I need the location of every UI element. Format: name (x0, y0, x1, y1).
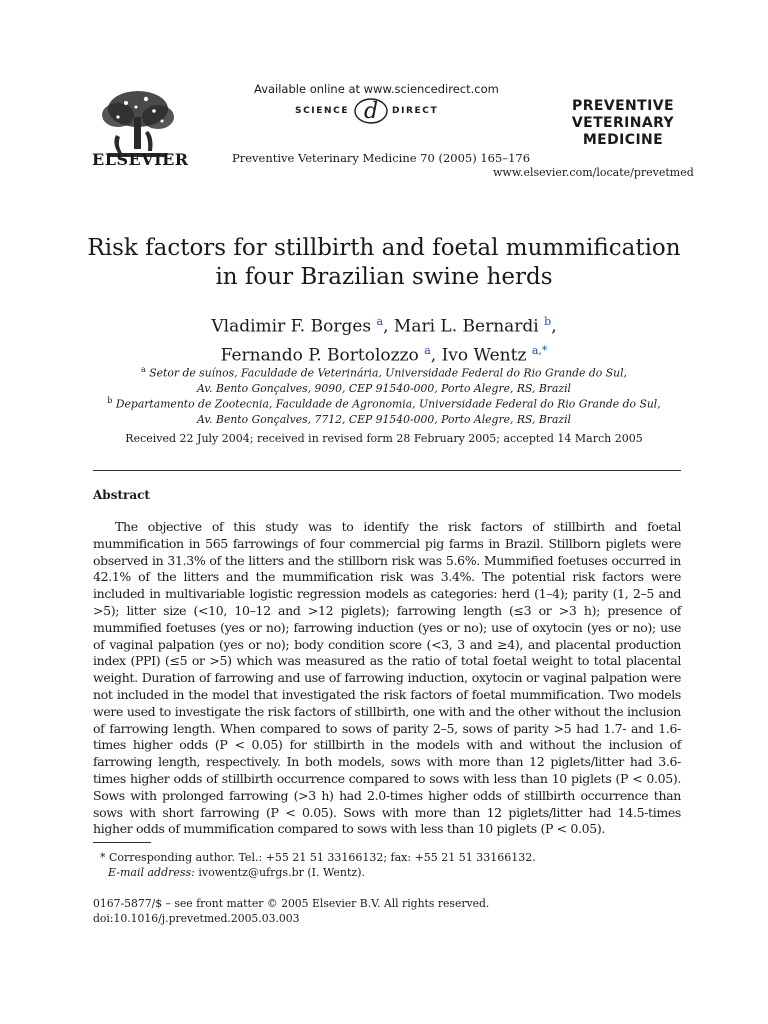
divider (93, 470, 681, 471)
article-title-line: in four Brazilian swine herds (215, 264, 553, 290)
affiliation-marker[interactable]: a (376, 315, 384, 328)
corresponding-author-text: * Corresponding author. Tel.: +55 21 51 33166132; fax: +55 21 51 33166132. (100, 851, 536, 864)
author-name[interactable]: Mari L. Bernardi (393, 316, 539, 337)
affiliation-label: b (107, 396, 113, 405)
affiliation-address: Av. Bento Gonçalves, 9090, CEP 91540-000, Porto Alegre, RS, Brazil (196, 381, 571, 395)
received-dates: Received 22 July 2004; received in revised form 28 February 2005; accepted 14 March 2005 (125, 432, 643, 445)
sciencedirect-logo-left: SCIENCE (295, 106, 350, 116)
corresponding-author-footnote (100, 850, 536, 880)
footnote-divider (93, 842, 151, 843)
journal-title-line: MEDICINE (582, 132, 664, 148)
abstract-heading: Abstract (93, 488, 150, 502)
publisher-name: ELSEVIER (92, 150, 189, 169)
affiliation-a (90, 362, 678, 396)
affiliation-marker[interactable]: a (424, 343, 431, 357)
sciencedirect-logo-right: DIRECT (392, 106, 439, 116)
sciencedirect-logo-mark (352, 96, 390, 126)
author-separator: , (430, 345, 442, 366)
affiliation-address: Av. Bento Gonçalves, 7712, CEP 91540-000, Porto Alegre, RS, Brazil (196, 412, 571, 426)
journal-title-line: PREVENTIVE (572, 98, 674, 114)
author-name[interactable]: Fernando P. Bortolozzo (220, 345, 419, 366)
affiliation-marker[interactable]: b (544, 315, 552, 328)
author-name[interactable]: Ivo Wentz (441, 345, 527, 366)
author-list (160, 310, 608, 367)
author-separator: , (551, 316, 557, 337)
author-separator: , (383, 316, 394, 337)
journal-reference: Preventive Veterinary Medicine 70 (2005) 165–176 (232, 151, 531, 165)
sciencedirect-mark-letter: d (363, 99, 379, 124)
journal-title-line: VETERINARY (571, 115, 675, 131)
issn-copyright-line: 0167-5877/$ – see front matter © 2005 Elsevier B.V. All rights reserved. (93, 897, 490, 910)
journal-url-link[interactable]: www.elsevier.com/locate/prevetmed (493, 166, 694, 179)
affiliation-text: Departamento de Zootecnia, Faculdade de Agronomia, Universidade Federal do Rio Grande do Sul, (115, 397, 661, 411)
affiliation-b (90, 393, 678, 427)
affiliation-text: Setor de suínos, Faculdade de Veterinária, Universidade Federal do Rio Grande do Sul, (149, 366, 627, 380)
available-online-text: Available online at www.sciencedirect.com (254, 82, 499, 96)
article-title-line: Risk factors for stillbirth and foetal mummification (87, 235, 681, 261)
journal-title (560, 98, 686, 149)
doi-link[interactable]: doi:10.1016/j.prevetmed.2005.03.003 (93, 912, 300, 925)
email-address-link[interactable]: ivowentz@ufrgs.br (I. Wentz). (198, 866, 366, 879)
affiliation-label: a (141, 365, 146, 374)
abstract-body: The objective of this study was to identify the risk factors of stillbirth and foetal mummification in 565 farrowings of four commercial pig farms in Brazil. Stillborn piglets were observed in 31.3% of the litters and the stillborn risk was 5.6%. Mummified foetuses occurred in 42.1% of the litters and the mummification risk was 3.4%. The potential risk factors were included in multivariable logistic regression models as categories: herd (1–4); parity (1, 2–5 and >5); litter size (<10, 10–12 and >12 piglets); farrowing length (≤3 or >3 h); presence of mummified foetuses (yes or no); farrowing induction (yes or no); use of oxytocin (yes or no); use of vaginal palpation (yes or no); body condition score (<3, 3 and ≥4), and placental production index (PPI) (≤5 or >5) which was measured as the ratio of total foetal weight to total placental weight. Duration of farrowing and use of farrowing induction, oxytocin or vaginal palpation were not included in the model that investigated the risk factors of foetal mummification. Two models were used to investigate the risk factors of stillbirth, one with and the other without the inclusion of farrowing length. When compared to sows of parity 2–5, sows of parity >5 had 1.7- and 1.6-times higher odds (P < 0.05) for stillbirth in the models with and without the inclusion of farrowing length, respectively. In both models, sows with more than 12 piglets/litter had 3.6-times higher odds of stillbirth occurrence compared to sows with less than 10 piglets (P < 0.05). Sows with prolonged farrowing (>3 h) had 2.0-times higher odds of stillbirth occurrence than sows with short farrowing (P < 0.05). Sows with more than 12 piglets/litter had 14.5-times higher odds of mummification compared to sows with less than 10 piglets (P < 0.05). (93, 519, 681, 837)
article-title (60, 234, 708, 292)
affiliation-marker[interactable]: a,* (531, 343, 548, 357)
copyright-block (93, 896, 489, 926)
author-name[interactable]: Vladimir F. Borges (211, 316, 372, 337)
email-label: E-mail address: (108, 866, 195, 879)
author-line (160, 310, 608, 339)
